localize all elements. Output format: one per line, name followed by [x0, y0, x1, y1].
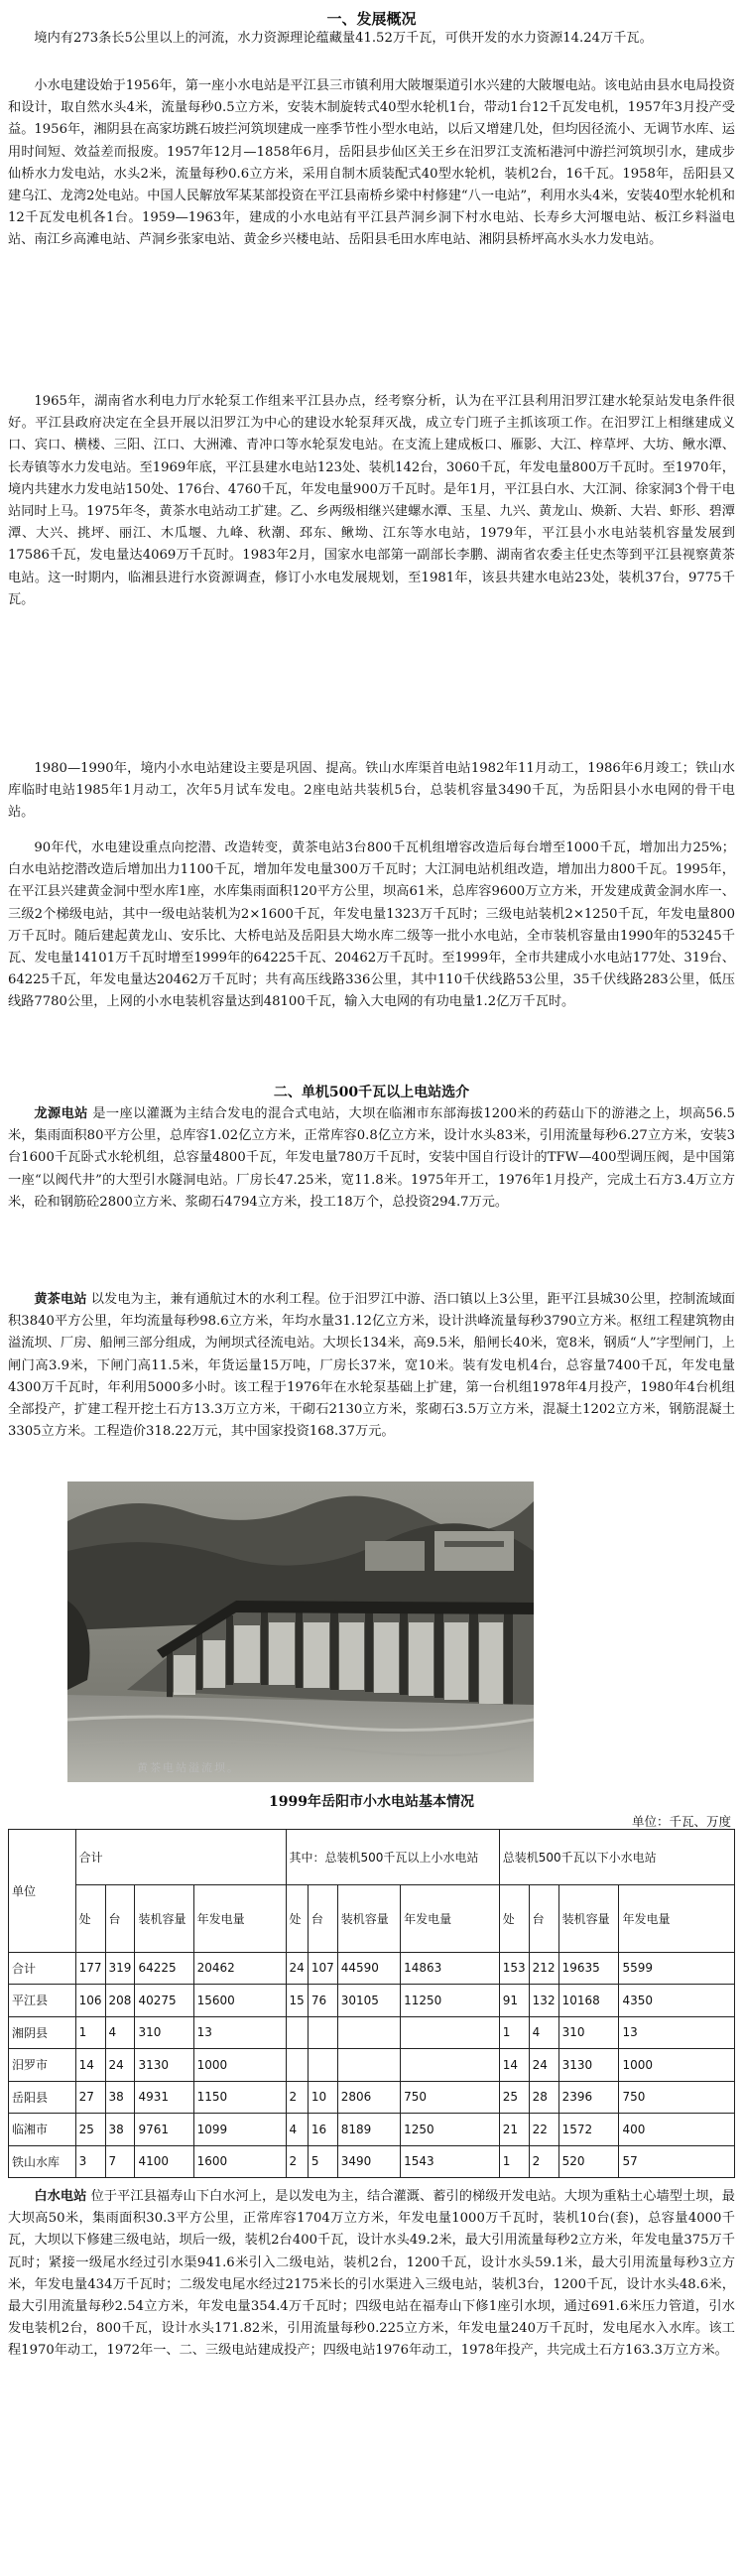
table-cell: 1099	[193, 2114, 286, 2146]
table-unit: 单位：千瓦、万度	[631, 1814, 731, 1829]
header-unit: 单位	[9, 1830, 76, 1953]
subheader-cell: 台	[529, 1885, 558, 1953]
row-label: 岳阳县	[9, 2081, 76, 2114]
header-over-500kw: 其中：总装机500千瓦以上小水电站	[286, 1830, 499, 1885]
table-cell	[286, 2016, 308, 2049]
table-cell: 2	[529, 2145, 558, 2178]
spillway-dam-photo	[67, 1481, 534, 1782]
table-cell: 1600	[193, 2145, 286, 2178]
table-cell: 27	[75, 2081, 105, 2114]
table-cell: 2	[286, 2081, 308, 2114]
table-cell: 10168	[558, 1985, 619, 2017]
station-statistics-table	[8, 1829, 735, 2178]
table-cell: 64225	[135, 1952, 193, 1985]
subheader-cell: 台	[308, 1885, 337, 1953]
paragraph-river-resources: 境内有273条长5公里以上的河流，水力资源理论蕴藏量41.52万千瓦，可供开发的水力资源14.24万千瓦。	[34, 31, 653, 46]
table-cell: 4	[529, 2016, 558, 2049]
table-cell: 1000	[619, 2049, 735, 2082]
table-cell: 208	[105, 1985, 135, 2017]
row-label: 铁山水库	[9, 2145, 76, 2178]
table-cell	[337, 2016, 400, 2049]
table-cell: 153	[499, 1952, 529, 1985]
table-cell: 25	[499, 2081, 529, 2114]
table-cell: 4	[286, 2114, 308, 2146]
table-cell: 14	[75, 2049, 105, 2082]
table-row	[9, 1985, 735, 2017]
table-cell: 3130	[135, 2049, 193, 2082]
table-cell: 2806	[337, 2081, 400, 2114]
table-cell: 22	[529, 2114, 558, 2146]
table-cell: 400	[619, 2114, 735, 2146]
table-cell: 24	[286, 1952, 308, 1985]
table-row	[9, 2145, 735, 2178]
paragraph-1980s: 1980—1990年，境内小水电站建设主要是巩固、提高。铁山水库渠首电站1982年11月动工，1986年6月竣工；铁山水库临时电站1985年1月动工，次年5月试车发电。2座电站共装机5台，总装机容量3490千瓦，为岳阳县小水电网的骨干电站。	[8, 761, 735, 821]
subheader-cell: 年发电量	[401, 1885, 500, 1953]
header-total: 合计	[75, 1830, 286, 1885]
table-body	[9, 1952, 735, 2178]
table-title: 1999年岳阳市小水电站基本情况	[269, 1794, 474, 1810]
table-cell: 16	[308, 2114, 337, 2146]
table-cell: 38	[105, 2081, 135, 2114]
paragraph-water-turbine-pumps: 1965年，湖南省水利电力厅水轮泵工作组来平江县办点，经考察分析，认为在平江县利用汨罗江建水轮泵站发电条件很好。平江县政府决定在全县开展以汨罗江为中心的建设水轮泵拜灭战，成立专门班子主抓该项工作。在汨罗江上相继建成义口、宾口、横楼、三阳、江口、大洲滩、青冲口等水轮泵发电站。在支流上建成板口、雁影、大江、梓草坪、大坊、鳅水潭、长寿镇等水力发电站。至1969年底，平江县建水电站123处、装机142台，3060千瓦，年发电量800万千瓦时。至1970年，境内共建水力发电站150处、176台、4760千瓦，年发电量900万千瓦时。是年1月，平江县白水、大江洞、徐家洞3个骨干电站同时上马。1975年冬，黄茶水电站动工扩建。乙、乡两级相继兴建螺水潭、玉星、九兴、黄龙山、焕新、大岩、虾形、碧潭潭、大兴、挑坪、丽江、木瓜堰、九峰、秋潮、邳东、鳅坳、江东等水电站，1979年，平江县小水电站装机容量发展到17586千瓦，发电量达4069万千瓦时。1983年2月，国家水电部第一副部长李鹏、湖南省农委主任史杰等到平江县视察黄茶电站。这一时期内，临湘县进行水资源调查，修订小水电发展规划，至1981年，该县共建水电站23处，装机37台，9775千瓦。	[8, 394, 735, 607]
table-cell: 106	[75, 1985, 105, 2017]
table-row	[9, 1952, 735, 1985]
table-cell: 24	[529, 2049, 558, 2082]
header-under-500kw: 总装机500千瓦以下小水电站	[499, 1830, 734, 1885]
table-cell: 5	[308, 2145, 337, 2178]
table-cell: 4100	[135, 2145, 193, 2178]
table-cell: 38	[105, 2114, 135, 2146]
table-cell: 25	[75, 2114, 105, 2146]
table-row	[9, 2016, 735, 2049]
row-label: 湘阴县	[9, 2016, 76, 2049]
subheader-cell: 装机容量	[337, 1885, 400, 1953]
table-cell: 9761	[135, 2114, 193, 2146]
subheader-cell: 处	[286, 1885, 308, 1953]
station-text-baishui: 位于平江县福寿山下白水河上，是以发电为主，结合灌溉、蓄引的梯级开发电站。大坝为重粘土心墙型土坝，最大坝高50米，集雨面积30.3平方公里，正常库容1704万立方米，年发电量1000万千瓦时，装机10台(套)，总容量4000千瓦，大坝以下修建三级电站，坝后一级，装机2台400千瓦，设计水头49.2米，最大引用流量每秒2立方米，年发电量375万千瓦时；紧接一级尾水经过引水渠941.6米引入二级电站，装机2台，1200千瓦，设计水头59.1米，最大引用流量每秒3立方米，年发电量434万千瓦时；二级发电尾水经过2175米长的引水渠进入三级电站，装机3台，1200千瓦，设计水头48.6米，最大引用流量每秒2.54立方米，年发电量354.4万千瓦时；四级电站在福寿山下修1座引水坝，通过691.6米压力管道，引水发电装机2台，800千瓦，设计水头171.82米，引用流量每秒0.225立方米，年发电量240万千瓦时，发电尾水入水库。该工程1970年动工，1972年一、二、三级电站建成投产；四级电站1976年动工，1978年投产，共完成土石方163.3万立方米。	[8, 2189, 735, 2359]
table-cell: 132	[529, 1985, 558, 2017]
table-row	[9, 2049, 735, 2082]
table-cell: 310	[558, 2016, 619, 2049]
table-row	[9, 2081, 735, 2114]
table-cell: 520	[558, 2145, 619, 2178]
station-text-huangcha: 以发电为主，兼有通航过木的水利工程。位于汨罗江中游、浯口镇以上3公里，距平江县城30公里，控制流域面积3840平方公里，年均流量每秒98.6立方米，年均水量31.12亿立方米，设计洪峰流量每秒3790立方米。枢纽工程建筑物由溢流坝、厂房、船闸三部分组成，为闸坝式径流电站。大坝长134米，高9.5米，船闸长40米，宽8米，钢质“人”字型闸门，上闸门高3.9米，下闸门高11.5米，年货运量15万吨，厂房长37米，宽10米。装有发电机4台，总容量7400千瓦，年发电量4300万千瓦时，年利用5000多小时。该工程于1976年在水轮泵基础上扩建，第一台机组1978年4月投产，1980年4台机组全部投产，扩建工程开挖土石方13.3万立方米，干砌石2130立方米，浆砌石3.5万立方米，混凝土1202立方米，钢筋混凝土3305立方米。工程造价318.22万元，其中国家投资168.37万元。	[8, 1292, 735, 1440]
station-name-longyuan: 龙源电站	[34, 1106, 88, 1121]
table-cell: 14	[499, 2049, 529, 2082]
table-cell: 2396	[558, 2081, 619, 2114]
table-cell: 20462	[193, 1952, 286, 1985]
table-cell	[401, 2016, 500, 2049]
table-cell: 91	[499, 1985, 529, 2017]
table-cell: 3	[75, 2145, 105, 2178]
row-label: 汨罗市	[9, 2049, 76, 2082]
table-cell: 4350	[619, 1985, 735, 2017]
table-cell: 13	[619, 2016, 735, 2049]
table-cell: 40275	[135, 1985, 193, 2017]
table-cell: 107	[308, 1952, 337, 1985]
table-cell	[286, 2049, 308, 2082]
table-cell: 319	[105, 1952, 135, 1985]
table-row	[9, 2114, 735, 2146]
table-cell: 8189	[337, 2114, 400, 2146]
row-label: 临湘市	[9, 2114, 76, 2146]
table-cell: 750	[619, 2081, 735, 2114]
station-text-longyuan: 是一座以灌溉为主结合发电的混合式电站，大坝在临湘市东部海拔1200米的药菇山下的游港之上，坝高56.5米，集雨面积80平方公里，总库容1.02亿立方米，正常库容0.8亿立方米，设计水头83米，引用流量每秒6.27立方米，安装3台1600千瓦卧式水轮机组，总容量4800千瓦，年发电量780万千瓦时，安装中国自行设计的TFW—400型调压阀，是中国第一座“以阀代井”的大型引水隧洞电站。厂房长47.25米，宽11.8米。1975年开工，1976年1月投产，完成土石方3.4万立方米，砼和钢筋砼2800立方米、浆砌石4794立方米，投工18万个，总投资294.7万元。	[8, 1106, 735, 1210]
station-name-baishui: 白水电站	[34, 2189, 87, 2204]
table-cell: 1	[499, 2016, 529, 2049]
table-cell	[337, 2049, 400, 2082]
subheader-cell: 装机容量	[558, 1885, 619, 1953]
table-cell: 24	[105, 2049, 135, 2082]
table-cell: 15	[286, 1985, 308, 2017]
subheader-cell: 年发电量	[193, 1885, 286, 1953]
table-cell: 11250	[401, 1985, 500, 2017]
row-label: 合计	[9, 1952, 76, 1985]
table-cell: 2	[286, 2145, 308, 2178]
subheader-cell: 处	[499, 1885, 529, 1953]
paragraph-huangcha-station	[8, 1289, 735, 1443]
table-cell: 3490	[337, 2145, 400, 2178]
table-cell: 3130	[558, 2049, 619, 2082]
paragraph-baishui-station	[8, 2186, 735, 2363]
subheader-cell: 处	[75, 1885, 105, 1953]
station-name-huangcha: 黄茶电站	[34, 1292, 87, 1307]
table-cell: 1250	[401, 2114, 500, 2146]
table-cell: 5599	[619, 1952, 735, 1985]
table-cell: 30105	[337, 1985, 400, 2017]
table-cell: 1543	[401, 2145, 500, 2178]
table-cell: 4	[105, 2016, 135, 2049]
table-cell: 4931	[135, 2081, 193, 2114]
table-cell: 28	[529, 2081, 558, 2114]
section-title-stations: 二、单机500千瓦以上电站选介	[273, 1085, 470, 1100]
subheader-cell: 台	[105, 1885, 135, 1953]
table-cell	[308, 2049, 337, 2082]
table-cell: 1000	[193, 2049, 286, 2082]
table-cell: 44590	[337, 1952, 400, 1985]
table-cell: 1150	[193, 2081, 286, 2114]
table-cell: 15600	[193, 1985, 286, 2017]
table-cell: 13	[193, 2016, 286, 2049]
table-cell: 177	[75, 1952, 105, 1985]
table-cell: 14863	[401, 1952, 500, 1985]
table-cell: 1572	[558, 2114, 619, 2146]
paragraph-early-stations: 小水电建设始于1956年，第一座小水电站是平江县三市镇利用大陂堰渠道引水兴建的大陂堰电站。该电站由县水电局投资和设计，取自然水头4米，流量每秒0.5立方米，安装木制旋转式40型水轮机1台，带动1台12千瓦发电机，1957年3月投产受益。1956年，湘阴县在高家坊跳石坡拦河筑坝建成一座季节性小型水电站，以后又增建几处，但均因径流小、无调节水库、运用时间短、效益差而报废。1957年12月—1858年6月，岳阳县步仙区关王乡在汨罗江支流柘港河中游拦河筑坝引水，建成步仙桥水力发电站，水头2米，流量每秒0.6立方米，采用自制木质装配式40型水轮机，装机2台，16千瓦。1958年，岳阳县又建乌江、龙湾2处电站。中国人民解放军某某部投资在平江县南桥乡梁中村修建“八一电站”，利用水头4米，安装40型水轮机和12千瓦发电机各1台。1959—1963年，建成的小水电站有平江县芦洞乡洞下村水电站、长寿乡大河堰电站、板江乡料溢电站、南江乡高滩电站、芦洞乡张家电站、黄金乡兴楼电站、岳阳县毛田水库电站、湘阴县桥坪高水头水力发电站。	[8, 78, 735, 248]
paragraph-longyuan-station	[8, 1103, 735, 1214]
table-cell	[308, 2016, 337, 2049]
table-cell: 1	[499, 2145, 529, 2178]
table-cell: 21	[499, 2114, 529, 2146]
table-cell: 1	[75, 2016, 105, 2049]
subheader-cell: 年发电量	[619, 1885, 735, 1953]
subheader-cell: 装机容量	[135, 1885, 193, 1953]
table-cell: 10	[308, 2081, 337, 2114]
table-cell: 212	[529, 1952, 558, 1985]
table-cell: 310	[135, 2016, 193, 2049]
table-subheader-row	[9, 1885, 735, 1953]
table-cell	[401, 2049, 500, 2082]
table-cell: 57	[619, 2145, 735, 2178]
row-label: 平江县	[9, 1985, 76, 2017]
table-cell: 76	[308, 1985, 337, 2017]
paragraph-1990s: 90年代，水电建设重点向挖潜、改造转变，黄茶电站3台800千瓦机组增容改造后每台增至1000千瓦，增加出力25%；白水电站挖潜改造后增加出力1100千瓦，增加年发电量300万千瓦时；大江洞电站机组改造，增加出力800千瓦。1995年，在平江县兴建黄金洞中型水库1座，水库集雨面积120平方公里，坝高61米，总库容9600万立方米，开发建成黄金洞水库一、三级2个梯级电站，其中一级电站装机为2×1600千瓦，年发电量1323万千瓦时；三级电站装机2×1250千瓦，年发电量800万千瓦时。随后建起黄龙山、安乐比、大桥电站及岳阳县大坳水库二级等一批小水电站，全市装机容量由1990年的53245千瓦、发电量14101万千瓦时增至1999年的64225千瓦、20462万千瓦时。至1999年，全市共建成小水电站177处、319台、64225千瓦，年发电量达20462万千瓦时；共有高压线路336公里，其中110千伏线路53公里，35千伏线路283公里，低压线路7780公里，上网的小水电装机容量达到48100千瓦，输入大电网的有功电量1.2亿万千瓦时。	[8, 840, 735, 1010]
table-cell: 7	[105, 2145, 135, 2178]
table-cell: 750	[401, 2081, 500, 2114]
photo-caption: 黄茶电站溢流坝。	[137, 1761, 240, 1774]
section-title-development: 一、发展概况	[326, 10, 417, 28]
table-cell: 19635	[558, 1952, 619, 1985]
